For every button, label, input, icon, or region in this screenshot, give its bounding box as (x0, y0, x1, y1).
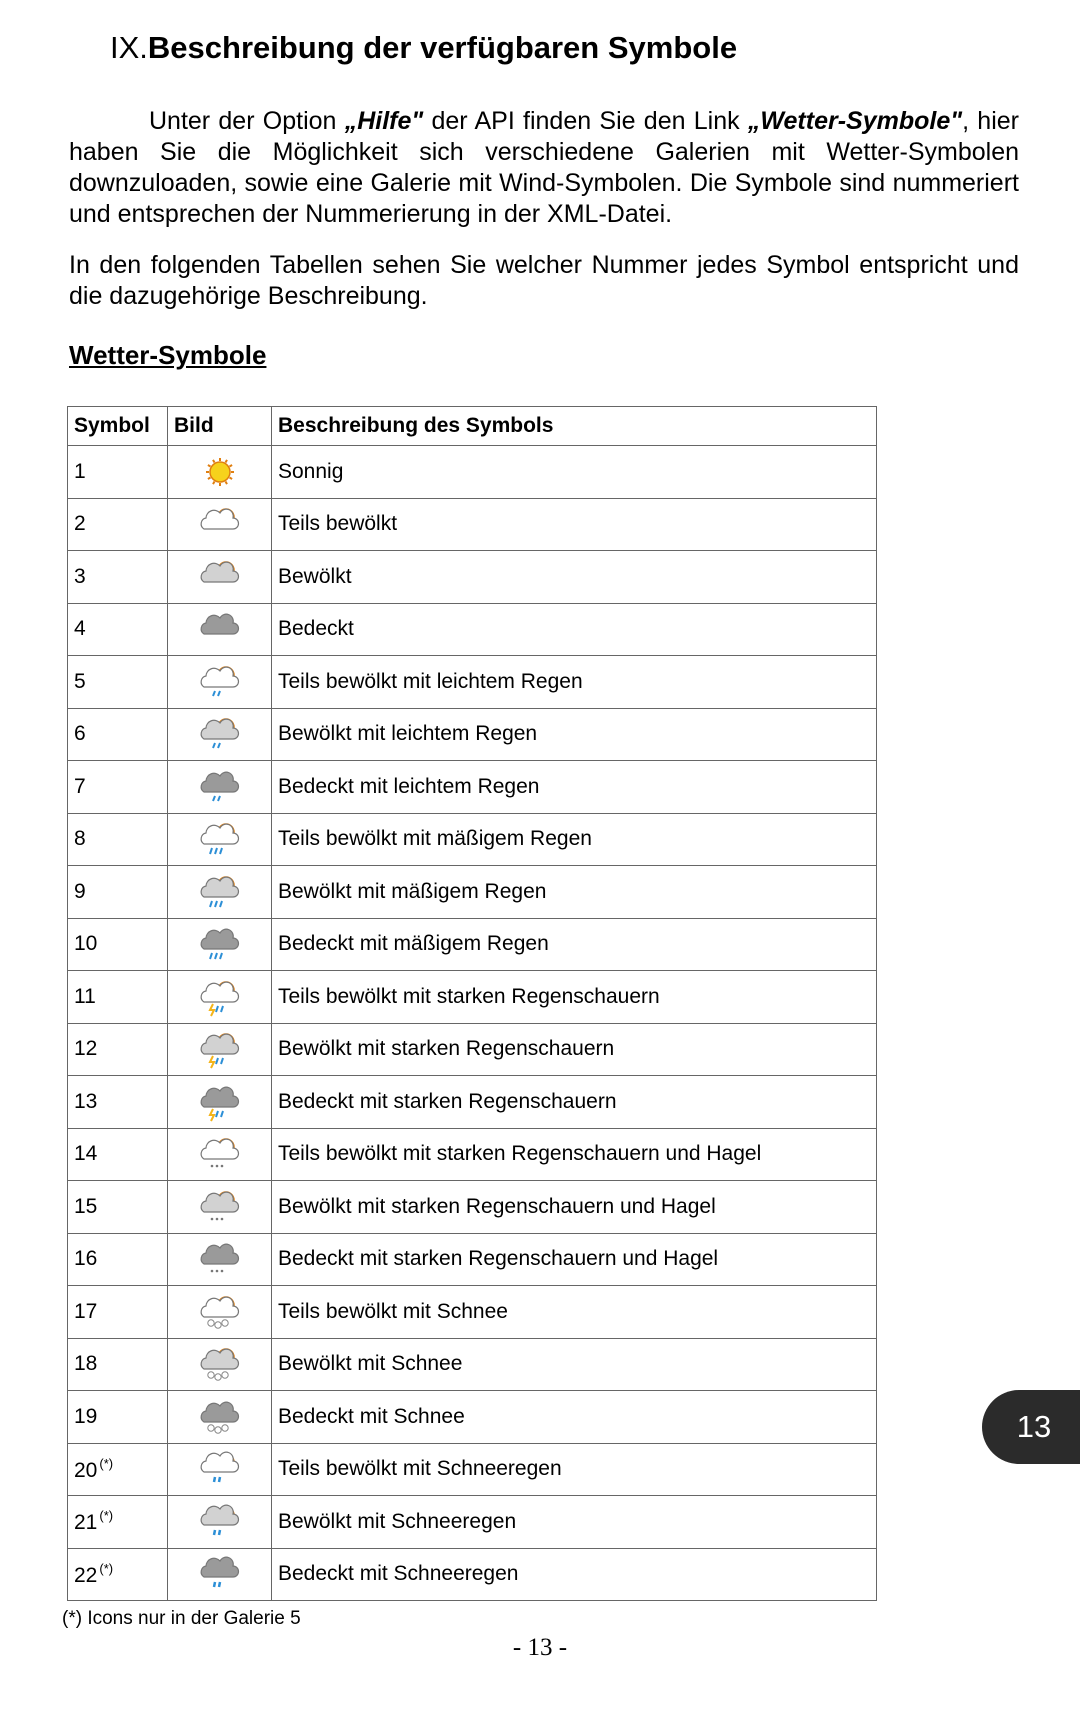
footnote: (*) Icons nur in der Galerie 5 (62, 1608, 301, 1629)
symbol-description: Teils bewölkt mit starken Regenschauern (272, 971, 877, 1024)
symbol-number-cell (68, 1286, 168, 1339)
symbol-number-cell (68, 551, 168, 604)
partly-cloudy-heavy-showers-icon (174, 977, 265, 1017)
footnote-marker: (*) (99, 1560, 114, 1576)
partly-cloudy-sleet-icon (174, 1449, 265, 1489)
cloudy-icon (174, 557, 265, 597)
symbol-description: Bewölkt mit Schnee (272, 1338, 877, 1391)
section-heading (110, 28, 737, 68)
table-row (68, 971, 877, 1024)
partly-cloudy-snow-icon (174, 1292, 265, 1332)
table-row (68, 656, 877, 709)
symbol-image-cell (168, 1338, 272, 1391)
symbol-number: 6 (74, 722, 86, 746)
symbol-number: 7 (74, 774, 86, 798)
table-row (68, 1023, 877, 1076)
symbol-description: Bedeckt mit starken Regenschauern und Hagel (272, 1233, 877, 1286)
symbol-number: 11 (74, 984, 96, 1008)
footnote-marker: (*) (99, 1455, 114, 1471)
symbol-number: 9 (74, 879, 86, 903)
cloudy-snow-icon (174, 1344, 265, 1384)
table-row (68, 551, 877, 604)
symbol-number: 13 (74, 1089, 98, 1113)
symbol-image-cell (168, 1548, 272, 1601)
symbol-image-cell (168, 446, 272, 499)
symbol-description: Bewölkt mit starken Regenschauern (272, 1023, 877, 1076)
symbol-image-cell (168, 1076, 272, 1129)
symbol-number-cell (68, 971, 168, 1024)
section-heading-text: Beschreibung der verfügbaren Symbole (147, 30, 738, 65)
symbol-number: 4 (74, 617, 86, 641)
symbol-image-cell (168, 866, 272, 919)
wetter-symbole-title: Wetter-Symbole (69, 340, 267, 370)
footnote-marker: (*) (99, 1508, 114, 1524)
symbol-image-cell (168, 1391, 272, 1444)
symbol-number: 14 (74, 1142, 98, 1166)
symbol-description: Bewölkt mit mäßigem Regen (272, 866, 877, 919)
symbol-number-cell (68, 1338, 168, 1391)
symbol-number-cell (68, 866, 168, 919)
symbol-number-cell (68, 1391, 168, 1444)
partly-cloudy-light-rain-icon (174, 662, 265, 702)
table-row (68, 1338, 877, 1391)
symbol-description: Teils bewölkt (272, 498, 877, 551)
symbol-number-cell (68, 761, 168, 814)
overcast-heavy-showers-icon (174, 1082, 265, 1122)
symbol-image-cell (168, 1496, 272, 1549)
symbol-number-cell (68, 498, 168, 551)
symbol-description: Bedeckt mit Schneeregen (272, 1548, 877, 1601)
symbol-description: Bewölkt mit leichtem Regen (272, 708, 877, 761)
symbol-description: Bewölkt (272, 551, 877, 604)
symbol-number: 16 (74, 1247, 98, 1271)
symbol-number: 1 (74, 459, 86, 483)
symbol-number: 2 (74, 512, 86, 536)
symbol-number: 10 (74, 932, 98, 956)
symbol-number-cell (68, 603, 168, 656)
partly-cloudy-hail-icon (174, 1134, 265, 1174)
table-header-row (68, 407, 877, 446)
table-row (68, 1181, 877, 1234)
cloudy-moderate-rain-icon (174, 872, 265, 912)
symbol-number-cell (68, 1128, 168, 1181)
table-row (68, 446, 877, 499)
symbol-description: Teils bewölkt mit Schneeregen (272, 1443, 877, 1496)
symbol-description: Bedeckt (272, 603, 877, 656)
wetter-symbole-link: „Wetter-Symbole" (747, 107, 963, 135)
symbol-description: Bedeckt mit starken Regenschauern (272, 1076, 877, 1129)
symbol-description: Teils bewölkt mit Schnee (272, 1286, 877, 1339)
symbol-image-cell (168, 1181, 272, 1234)
symbol-image-cell (168, 708, 272, 761)
symbol-number-cell (68, 1181, 168, 1234)
cloudy-light-rain-icon (174, 714, 265, 754)
symbol-image-cell (168, 1233, 272, 1286)
symbol-description: Teils bewölkt mit starken Regenschauern und Hagel (272, 1128, 877, 1181)
symbol-number: 17 (74, 1299, 98, 1323)
table-row (68, 813, 877, 866)
table-row (68, 1076, 877, 1129)
table-row (68, 1443, 877, 1496)
symbol-number-cell (68, 1548, 168, 1601)
symbol-number-cell (68, 1076, 168, 1129)
symbol-image-cell (168, 1128, 272, 1181)
table-row (68, 1496, 877, 1549)
symbol-description: Sonnig (272, 446, 877, 499)
intro-paragraph-2: In den folgenden Tabellen sehen Sie welcher Nummer jedes Symbol entspricht und die dazugehörige Beschreibung. (69, 251, 1019, 310)
symbol-number: 19 (74, 1404, 98, 1428)
symbol-image-cell (168, 918, 272, 971)
symbol-image-cell (168, 1023, 272, 1076)
symbol-image-cell (168, 498, 272, 551)
intro-paragraph-1: Unter der Option „Hilfe" der API finden Sie den Link „Wetter-Symbole", hier haben Sie die Möglichkeit sich verschiedene Galerien mit Wetter-Symbolen downzuloaden, sowie eine Galerie mit Wind-Symbolen. Die Symbole sind nummeriert und entsprechen der Nummerierung in der XML-Datei. (69, 107, 1019, 228)
header-beschreibung: Beschreibung des Symbols (272, 407, 877, 446)
symbol-number: 8 (74, 827, 86, 851)
symbol-number: 20 (74, 1458, 98, 1482)
weather-symbols-table (67, 406, 877, 1601)
symbol-number: 5 (74, 669, 86, 693)
table-row (68, 918, 877, 971)
symbol-number: 3 (74, 564, 86, 588)
symbol-number-cell (68, 1233, 168, 1286)
symbol-number-cell (68, 1023, 168, 1076)
table-row (68, 1286, 877, 1339)
table-row (68, 498, 877, 551)
symbol-number-cell (68, 1443, 168, 1496)
cloudy-sleet-icon (174, 1502, 265, 1542)
symbol-number-cell (68, 813, 168, 866)
section-number: IX. (110, 30, 148, 65)
page-badge[interactable]: 13 (982, 1390, 1080, 1464)
symbol-image-cell (168, 1443, 272, 1496)
table-row (68, 866, 877, 919)
partly-cloudy-moderate-rain-icon (174, 819, 265, 859)
partly-cloudy-icon (174, 504, 265, 544)
overcast-light-rain-icon (174, 767, 265, 807)
overcast-hail-icon (174, 1239, 265, 1279)
table-row (68, 1391, 877, 1444)
symbol-number-cell (68, 708, 168, 761)
symbol-description: Bedeckt mit mäßigem Regen (272, 918, 877, 971)
symbol-number: 18 (74, 1352, 98, 1376)
overcast-icon (174, 609, 265, 649)
symbol-description: Bewölkt mit starken Regenschauern und Hagel (272, 1181, 877, 1234)
symbol-description: Bewölkt mit Schneeregen (272, 1496, 877, 1549)
header-symbol: Symbol (68, 407, 168, 446)
symbol-number-cell (68, 1496, 168, 1549)
symbol-number-cell (68, 918, 168, 971)
symbol-image-cell (168, 551, 272, 604)
symbol-number-cell (68, 656, 168, 709)
overcast-moderate-rain-icon (174, 924, 265, 964)
symbol-image-cell (168, 761, 272, 814)
symbol-description: Teils bewölkt mit mäßigem Regen (272, 813, 877, 866)
table-row (68, 603, 877, 656)
overcast-snow-icon (174, 1397, 265, 1437)
page-number: - 13 - (512, 1634, 568, 1661)
cloudy-heavy-showers-icon (174, 1029, 265, 1069)
header-bild: Bild (168, 407, 272, 446)
table-row (68, 761, 877, 814)
symbol-number: 21 (74, 1511, 98, 1535)
cloudy-hail-icon (174, 1187, 265, 1227)
table-row (68, 1233, 877, 1286)
table-row (68, 708, 877, 761)
symbol-number-cell (68, 446, 168, 499)
symbol-number: 22 (74, 1563, 98, 1587)
symbol-image-cell (168, 603, 272, 656)
symbol-number: 15 (74, 1194, 98, 1218)
overcast-sleet-icon (174, 1554, 265, 1594)
table-row (68, 1128, 877, 1181)
symbol-number: 12 (74, 1037, 98, 1061)
symbol-image-cell (168, 1286, 272, 1339)
symbol-description: Bedeckt mit Schnee (272, 1391, 877, 1444)
symbol-description: Bedeckt mit leichtem Regen (272, 761, 877, 814)
hilfe-option: „Hilfe" (344, 107, 424, 135)
symbol-image-cell (168, 813, 272, 866)
symbol-image-cell (168, 971, 272, 1024)
table-row (68, 1548, 877, 1601)
symbol-description: Teils bewölkt mit leichtem Regen (272, 656, 877, 709)
symbol-image-cell (168, 656, 272, 709)
sun-icon (174, 452, 265, 492)
